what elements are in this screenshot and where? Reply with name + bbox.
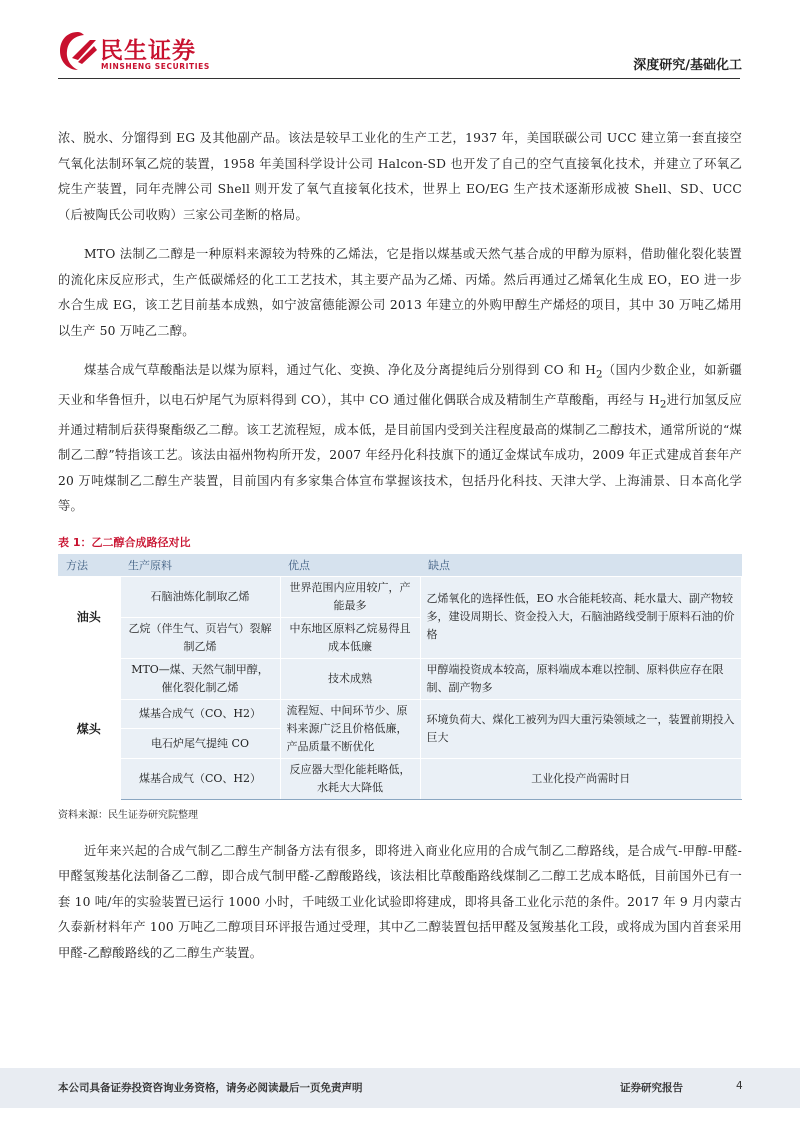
page-header (0, 0, 800, 80)
cell-material: 石脑油炼化制取乙烯 (120, 576, 280, 617)
paragraph-3 (58, 358, 742, 520)
subscript-2: 2 (596, 368, 603, 381)
logo-text-cn: 民生证券 (100, 38, 196, 64)
header-divider (58, 78, 740, 79)
table-row (58, 758, 742, 799)
minsheng-logo-icon (58, 30, 98, 74)
cell-disadvantage: 甲醇端投资成本较高，原料端成本难以控制、原料供应存在限制、副产物多 (420, 658, 742, 699)
table-header-row (58, 554, 742, 577)
paragraph-3-part-a: 煤基合成气草酸酯法是以煤为原料，通过气化、变换、净化及分离提纯后分别得到 CO 和 H (84, 363, 597, 377)
main-content (58, 126, 742, 980)
paragraph-3-part-b: （国内少数企业，如新疆天业和华鲁恒升，以电石炉尾气为原料得到 CO），其中 CO 通过催化偶联合成及精制生产草酸酯，再经与 H (58, 363, 742, 407)
cell-material: MTO—煤、天然气制甲醇，催化裂化制乙烯 (120, 658, 280, 699)
cell-disadvantage: 乙烯氧化的选择性低，EO 水合能耗较高、耗水量大、副产物较多，建设周期长、资金投入大，石脑油路线受制于原料石油的价格 (420, 576, 742, 658)
cell-material: 电石炉尾气提纯 CO (120, 729, 280, 759)
cell-advantage: 流程短、中间环节少、原料来源广泛且价格低廉，产品质量不断优化 (280, 699, 420, 758)
logo-text-en: MINSHENG SECURITIES (101, 62, 210, 71)
header-material: 生产原料 (120, 554, 280, 577)
table-row (58, 699, 742, 729)
report-category: 深度研究/基础化工 (633, 58, 742, 73)
cell-material: 煤基合成气（CO、H2） (120, 699, 280, 729)
header-method: 方法 (58, 554, 120, 577)
cell-advantage: 技术成熟 (280, 658, 420, 699)
cell-advantage: 世界范围内应用较广，产能最多 (280, 576, 420, 617)
cell-material: 煤基合成气（CO、H2） (120, 758, 280, 799)
table-title: 表 1：乙二醇合成路径对比 (58, 535, 191, 549)
comparison-table (58, 554, 742, 800)
cell-advantage: 反应器大型化能耗略低，水耗大大降低 (280, 758, 420, 799)
cell-advantage: 中东地区原料乙烷易得且成本低廉 (280, 617, 420, 658)
header-advantage: 优点 (280, 554, 420, 577)
footer-report-type: 证券研究报告 (620, 1082, 683, 1094)
cell-material: 乙烷（伴生气、页岩气）裂解制乙烯 (120, 617, 280, 658)
header-disadvantage: 缺点 (420, 554, 742, 577)
page-footer (0, 1068, 800, 1108)
paragraph-2: MTO 法制乙二醇是一种原料来源较为特殊的乙烯法，它是指以煤基或天然气基合成的甲醇为原料，借助催化裂化装置的流化床反应形式，生产低碳烯烃的化工工艺技术，其主要产品为乙烯、丙烯。然后再通过乙烯氧化生成 EO，EO 进一步水合生成 EG，该工艺目前基本成熟，如宁波富德能源公司 2013 年建立的外购甲醇生产烯烃的项目，其中 30 万吨乙烯用以生产 50 万吨乙二醇。 (58, 247, 742, 338)
paragraph-3-part-c: 进行加氢反应并通过精制后获得聚酯级乙二醇。该工艺流程短，成本低，是目前国内受到关注程度最高的煤制乙二醇技术，通常所说的“煤制乙二醇”特指该工艺。该法由福州物构所开发，2007 年经丹化科技旗下的通辽金煤试车成功，2009 年正式建成首套年产 20 万吨煤制乙二醇生产装置，目前国内有多家集合体宣布掌握该技术，包括丹化科技、天津大学、上海浦景、日本高化学等。 (58, 392, 742, 514)
page-number: 4 (736, 1080, 743, 1092)
table-row (58, 576, 742, 617)
cell-disadvantage: 环境负荷大、煤化工被列为四大重污染领域之一，装置前期投入巨大 (420, 699, 742, 758)
footer-disclaimer: 本公司具备证券投资咨询业务资格，请务必阅读最后一页免责声明 (58, 1082, 363, 1094)
subscript-2: 2 (659, 398, 667, 411)
method-coal: 煤头 (58, 658, 120, 799)
table-source: 资料来源：民生证券研究院整理 (58, 809, 198, 821)
paragraph-1: 浓、脱水、分馏得到 EG 及其他副产品。该法是较早工业化的生产工艺，1937 年，美国联碳公司 UCC 建立第一套直接空气氧化法制环氧乙烷的装置，1958 年美国科学设计公司 Halcon-SD 也开发了自己的空气直接氧化技术，并建立了环氧乙烷生产装置，同年壳牌公司 Shell 则开发了氧气直接氧化技术，世界上 EO/EG 生产技术逐渐形成被 Shell、SD、UCC（后被陶氏公司收购）三家公司垄断的格局。 (58, 131, 742, 222)
cell-disadvantage: 工业化投产尚需时日 (420, 758, 742, 799)
paragraph-4: 近年来兴起的合成气制乙二醇生产制备方法有很多，即将进入商业化应用的合成气制乙二醇路线，是合成气-甲醇-甲醛-甲醛氢羧基化法制备乙二醇，即合成气制甲醛-乙醇酸路线，该法相比草酸酯路线煤制乙二醇工艺成本略低，目前国外已有一套 10 吨/年的实验装置已运行 1000 小时，千吨级工业化试验即将建成，即将具备工业化示范的条件。2017 年 9 月内蒙古久泰新材料年产 100 万吨乙二醇项目环评报告通过受理，其中乙二醇装置包括甲醛及氢羧基化工段，或将成为国内首套采用甲醛-乙醇酸路线的乙二醇生产装置。 (58, 843, 742, 960)
method-oil: 油头 (58, 576, 120, 658)
company-logo (58, 30, 218, 78)
table-row (58, 658, 742, 699)
